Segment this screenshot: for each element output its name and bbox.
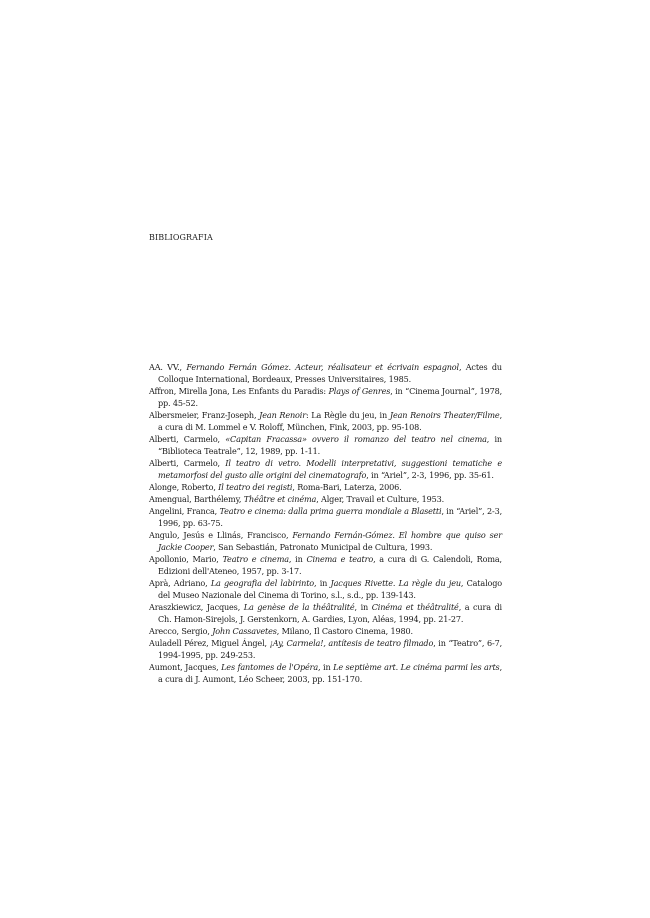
entry-title: John Cassavetes (212, 626, 277, 636)
entry-pretitle: Les Enfants du Paradis: (232, 386, 329, 396)
entry-details: , in “Teatro”, 6-7, 1994-1995, pp. 249-253. (158, 638, 502, 660)
entry-details: , a cura di J. Aumont, Léo Scheer, 2003, pp. 151-170. (158, 662, 502, 684)
entry-container-title: Cinema e teatro (306, 554, 374, 564)
entry-author: Affron, Mirella Jona, (149, 386, 233, 396)
bibliography-entry (149, 433, 502, 457)
bibliography-entry (149, 409, 502, 433)
entry-author: Alberti, Carmelo, (149, 434, 226, 444)
entry-author: Angulo, Jesús e Llinás, Francisco, (149, 530, 293, 540)
entry-author: Alonge, Roberto, (149, 482, 219, 492)
entry-details: , Milano, Il Castoro Cinema, 1980. (276, 626, 413, 636)
entry-title: Les fantomes de l'Opéra (221, 662, 319, 672)
entry-author: Albersmeier, Franz-Joseph, (149, 410, 260, 420)
entry-title: Fernando Fernán Gómez. Acteur, réalisateur et écrivain espagnol (186, 362, 459, 372)
entry-title: Jean Renoir (259, 410, 306, 420)
running-head: BIBLIOGRAFIA (149, 233, 213, 242)
bibliography-entry (149, 505, 502, 529)
entry-details: , in “Cinema Journal”, 1978, pp. 45-52. (158, 386, 503, 408)
entry-container-title: Le septième art. Le cinéma parmi les arts (333, 662, 500, 672)
bibliography-list (149, 361, 502, 685)
entry-details: , a cura di Ch. Hamon-Sirejols, J. Gerstenkorn, A. Gardies, Lyon, Aléas, 1994, pp. 21-27. (158, 602, 502, 624)
entry-title: ¡Ay, Carmela!, antítesis de teatro filmado (269, 638, 434, 648)
entry-author: Arecco, Sergio, (149, 626, 213, 636)
entry-details: , a cura di G. Calendoli, Roma, Edizioni dell'Ateneo, 1957, pp. 3-17. (158, 554, 502, 576)
entry-author: Aumont, Jacques, (149, 662, 222, 672)
bibliography-entry (149, 481, 502, 493)
entry-title: La genèse de la théâtralité (243, 602, 355, 612)
entry-title: Théâtre et cinéma (243, 494, 317, 504)
bibliography-entry (149, 553, 502, 577)
entry-container-title: Jean Renoirs Theater/Filme (389, 410, 500, 420)
bibliography-entry (149, 577, 502, 601)
bibliography-entry (149, 361, 502, 385)
entry-details: , Actes du Colloque International, Bordeaux, Presses Universitaires, 1985. (158, 362, 502, 384)
entry-details: , San Sebastián, Patronato Municipal de Cultura, 1993. (213, 542, 433, 552)
entry-author: Angelini, Franca, (149, 506, 220, 516)
entry-author: Auladell Pérez, Miguel Ángel, (149, 638, 270, 648)
bibliography-entry (149, 601, 502, 625)
bibliography-entry (149, 637, 502, 661)
bibliography-entry (149, 385, 502, 409)
entry-title: Teatro e cinema: dalla prima guerra mondiale a Blasetti (219, 506, 442, 516)
entry-title: «Capitan Fracassa» ovvero il romanzo del teatro nel cinema (225, 434, 487, 444)
entry-title: La geografia del labirinto (210, 578, 315, 588)
entry-details: , Roma-Bari, Laterza, 2006. (292, 482, 402, 492)
bibliography-entry (149, 661, 502, 685)
entry-container-title: Cinéma et théâtralité (371, 602, 459, 612)
entry-connector: , in (318, 662, 334, 672)
entry-author: Alberti, Carmelo, (149, 458, 226, 468)
entry-connector: , in (354, 602, 372, 612)
entry-author: Araszkiewicz, Jacques, (149, 602, 244, 612)
entry-title: Fernando Fernán-Gómez. El hombre que quiso ser Jackie Cooper (158, 530, 503, 552)
bibliography-entry (149, 529, 502, 553)
entry-title: Il teatro dei registi (218, 482, 293, 492)
entry-details: , a cura di M. Lommel e V. Roloff, München, Fink, 2003, pp. 95-108. (158, 410, 502, 432)
entry-details: , Catalogo del Museo Nazionale del Cinema di Torino, s.l., s.d., pp. 139-143. (158, 578, 502, 600)
entry-container-title: Jacques Rivette. La règle du jeu (330, 578, 461, 588)
entry-details: , in “Biblioteca Teatrale”, 12, 1989, pp. 1-11. (158, 434, 502, 456)
entry-author: Aprà, Adriano, (149, 578, 211, 588)
entry-title: Plays of Genres (328, 386, 391, 396)
entry-title: Teatro e cinema (222, 554, 289, 564)
entry-connector: : La Règle du jeu, in (305, 410, 390, 420)
entry-author: Amengual, Barthélemy, (149, 494, 244, 504)
entry-details: , in “Ariel”, 2-3, 1996, pp. 35-61. (366, 470, 494, 480)
entry-connector: , in (314, 578, 331, 588)
entry-connector: , in (288, 554, 307, 564)
entry-author: AA. VV., (149, 362, 187, 372)
entry-details: , Alger, Travail et Culture, 1953. (316, 494, 445, 504)
entry-details: , in “Ariel”, 2-3, 1996, pp. 63-75. (158, 506, 502, 528)
bibliography-entry (149, 493, 502, 505)
bibliography-entry (149, 625, 502, 637)
entry-title: Il teatro di vetro. Modelli interpretativi, suggestioni tematiche e metamorfosi del gusto alle origini del cinematografo (158, 458, 502, 480)
entry-author: Apollonio, Mario, (149, 554, 223, 564)
bibliography-entry (149, 457, 502, 481)
